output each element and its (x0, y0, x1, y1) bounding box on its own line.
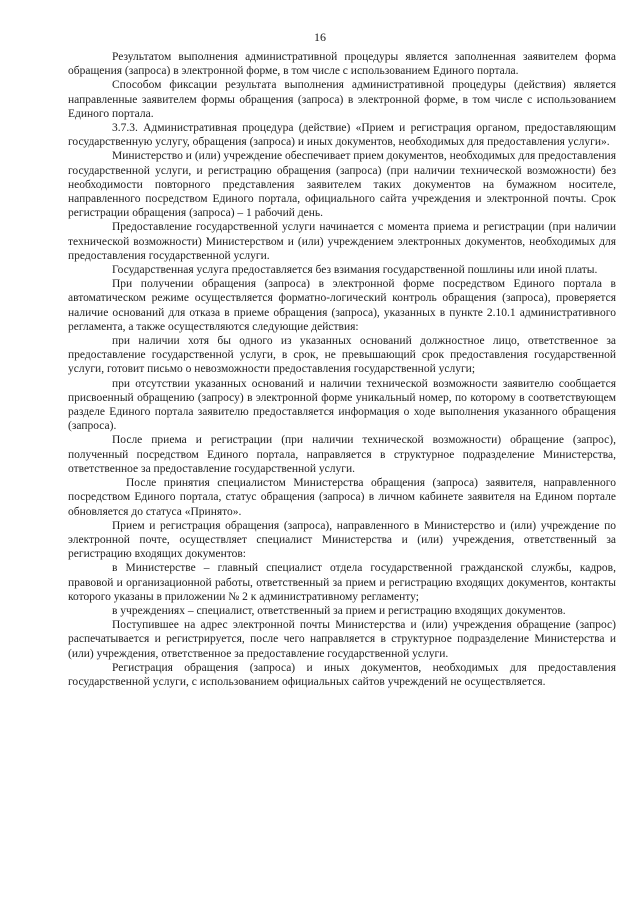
paragraph: Поступившее на адрес электронной почты Министерства и (или) учреждения обращение (запрос) распечатывается и регистрируется, после чего направляется в структурное подразделение Министерства и (или) учреждения, ответственное за предоставление государственной услуги. (68, 619, 616, 660)
paragraph: Предоставление государственной услуги начинается с момента приема и регистрации (при наличии технической возможности) Министерством и (или) учреждением электронных документов, необходимых для предоставления государственной услуги. (68, 221, 616, 262)
page-number: 16 (314, 30, 326, 44)
paragraph: Министерство и (или) учреждение обеспечивает прием документов, необходимых для предоставления государственной услуги, и регистрацию обращения (запроса) (при наличии технической возможности) без необходимости повторного представления заявителем таких документов на бумажном носителе, направленного посредством Единого портала, официального сайта учреждения и электронной почты. Срок регистрации обращения (запроса) – 1 рабочий день. (68, 150, 616, 220)
section-heading-paragraph: 3.7.3. Административная процедура (действие) «Прием и регистрация органом, предоставляющим государственную услугу, обращения (запроса) и иных документов, необходимых для предоставления услуги». (68, 122, 616, 149)
paragraph: После принятия специалистом Министерства обращения (запроса) заявителя, направленного посредством Единого портала, статус обращения (запроса) в личном кабинете заявителя на Едином портале обновляется до статуса «Принято». (68, 477, 616, 518)
list-item-paragraph: в учреждениях – специалист, ответственный за прием и регистрацию входящих документов. (112, 604, 566, 617)
paragraph: После приема и регистрации (при наличии технической возможности) обращение (запрос), полученный посредством Единого портала, направляется в структурное подразделение Министерства, ответственное за предоставление государственной услуги. (68, 434, 616, 475)
list-item-paragraph: в Министерстве – главный специалист отдела государственной гражданской службы, кадров, правовой и организационной работы, ответственный за прием и регистрацию входящих документов, контакты которого указаны в приложении № 2 к административному регламенту; (68, 562, 616, 603)
paragraph: Способом фиксации результата выполнения административной процедуры (действия) является направленные заявителем формы обращения (запроса) в электронной форме, в том числе с использованием Единого портала. (68, 79, 616, 120)
paragraph: При получении обращения (запроса) в электронной форме посредством Единого портала в автоматическом режиме осуществляется форматно-логический контроль обращения (запроса), проверяется наличие оснований для отказа в приеме обращения (запроса), указанных в пункте 2.10.1 административного регламента, а также осуществляются следующие действия: (68, 278, 616, 333)
paragraph: Государственная услуга предоставляется без взимания государственной пошлины или иной платы. (112, 264, 598, 277)
paragraph: Прием и регистрация обращения (запроса), направленного в Министерство и (или) учреждение по электронной почте, осуществляет специалист Министерства и (или) учреждения, ответственный за регистрацию входящих документов: (68, 519, 616, 561)
list-item-paragraph: при наличии хотя бы одного из указанных оснований должностное лицо, ответственное за предоставление государственной услуги, в срок, не превышающий срок предоставления государственной услуги, готовит письмо о невозможности предоставления государственной услуги; (68, 335, 616, 376)
list-item-paragraph: при отсутствии указанных оснований и наличии технической возможности заявителю сообщается присвоенный обращению (запросу) в электронной форме уникальный номер, по которому в соответствующем разделе Единого портала заявителю предоставляется информация о ходе выполнения указанного обращения (запроса). (68, 377, 616, 433)
document-body (68, 50, 616, 689)
paragraph: Результатом выполнения административной процедуры является заполненная заявителем форма обращения (запроса) в электронной форме, в том числе с использованием Единого портала. (68, 51, 616, 78)
paragraph: Регистрация обращения (запроса) и иных документов, необходимых для предоставления государственной услуги, с использованием официальных сайтов учреждений не осуществляется. (68, 661, 616, 688)
